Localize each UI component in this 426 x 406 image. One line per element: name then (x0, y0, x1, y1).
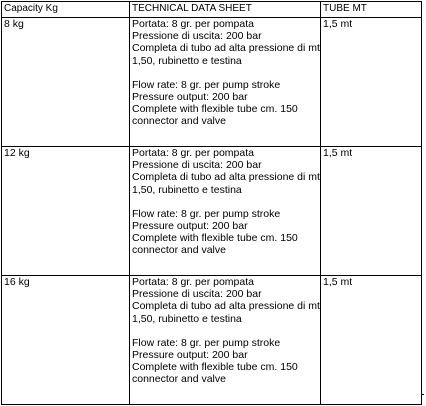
english-description: Flow rate: 8 gr. per pump stroke Pressure output: 200 bar Complete with flexible tube cm. 150 connector and valve (132, 78, 298, 128)
tube-cell: 1,5 mt (321, 147, 422, 276)
table-row (2, 18, 422, 147)
technical-data-cell (130, 18, 321, 147)
technical-data-table (1, 1, 422, 405)
italian-description: Portata: 8 gr. per pompata Pressione di uscita: 200 bar Completa di tubo ad alta pressione di mt 1,50, rubinetto e testina (132, 18, 320, 67)
table-row (2, 147, 422, 276)
tube-cell: 1,5 mt (321, 276, 422, 405)
english-description: Flow rate: 8 gr. per pump stroke Pressure output: 200 bar Complete with flexible tube cm. 150 connector and valve (132, 336, 298, 386)
italian-description: Portata: 8 gr. per pompata Pressione di uscita: 200 bar Completa di tubo ad alta pressione di mt 1,50, rubinetto e testina (132, 147, 320, 196)
italian-description: Portata: 8 gr. per pompata Pressione di uscita: 200 bar Completa di tubo ad alta pressione di mt 1,50, rubinetto e testina (132, 276, 320, 325)
capacity-cell: 12 kg (2, 147, 130, 276)
technical-data-cell (130, 276, 321, 405)
capacity-cell: 16 kg (2, 276, 130, 405)
header-technical-data-sheet: TECHNICAL DATA SHEET (130, 2, 321, 18)
table-header-row (2, 2, 422, 18)
corner-mark (421, 394, 424, 395)
english-description: Flow rate: 8 gr. per pump stroke Pressure output: 200 bar Complete with flexible tube cm. 150 connector and valve (132, 207, 298, 257)
table-row (2, 276, 422, 405)
tube-cell: 1,5 mt (321, 18, 422, 147)
technical-data-cell (130, 147, 321, 276)
header-tube: TUBE MT (321, 2, 422, 18)
capacity-cell: 8 kg (2, 18, 130, 147)
header-capacity: Capacity Kg (2, 2, 130, 18)
